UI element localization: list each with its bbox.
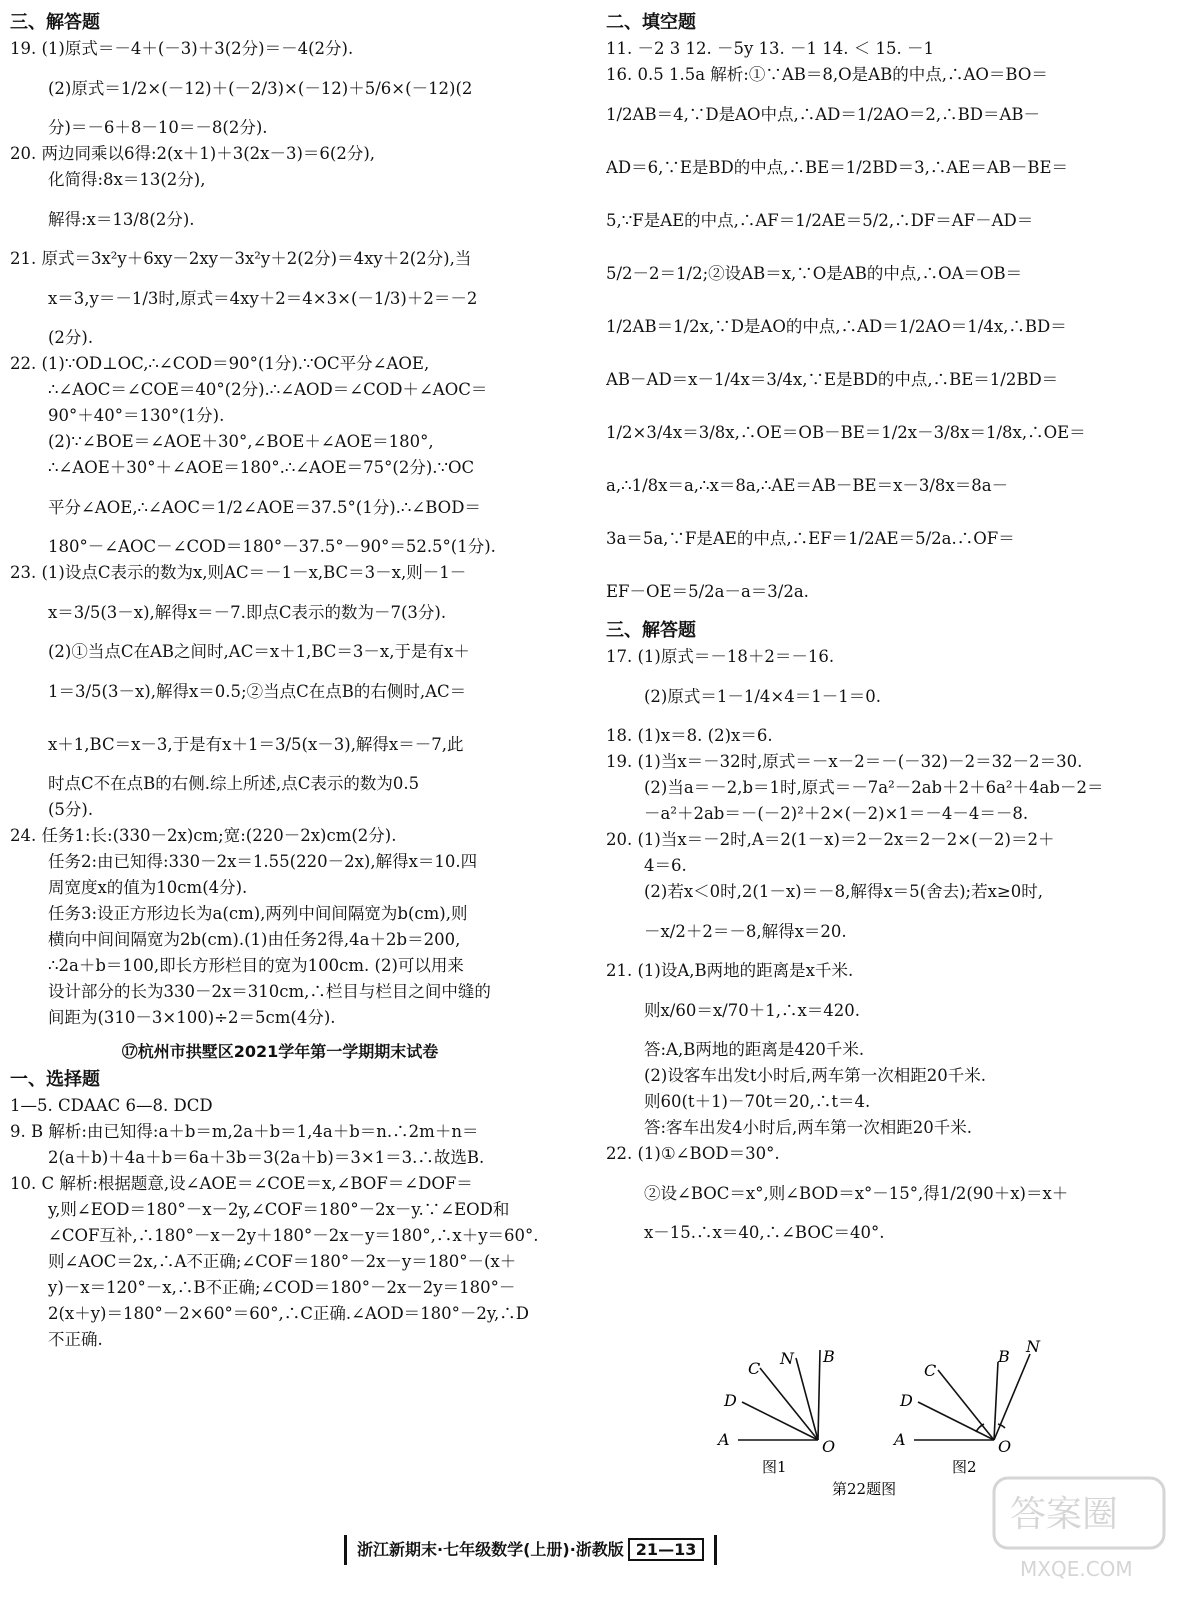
footer-book-title: 浙江新期末·七年级数学(上册)·浙教版 [357, 1540, 624, 1559]
svg-text:MXQE.COM: MXQE.COM [1020, 1557, 1133, 1581]
fig1-label-d: D [724, 1391, 737, 1410]
text-line: (2)当a＝－2,b＝1时,原式＝－7a²－2ab＋2＋6a²＋4ab－2＝ [644, 778, 1104, 797]
fig2-label-a: A [894, 1430, 906, 1449]
text-line: 1/2AB＝4,∵D是AO中点,∴AD＝1/2AO＝2,∴BD＝AB－ [606, 105, 1041, 124]
text-line: ∴∠AOE＋30°＋∠AOE＝180°.∴∠AOE＝75°(2分).∵OC [48, 458, 475, 477]
text-line: 9. B 解析:由已知得:a＋b＝m,2a＋b＝1,4a＋b＝n.∴2m＋n＝ [10, 1122, 479, 1141]
text-line: 19. (1)当x＝－32时,原式＝－x－2＝－(－32)－2＝32－2＝30. [606, 752, 1083, 771]
text-line: 不正确. [48, 1330, 103, 1349]
text-line: 1—5. CDAAC 6—8. DCD [10, 1096, 213, 1115]
text-line: 20. 两边同乘以6得:2(x＋1)＋3(2x－3)＝6(2分), [10, 144, 376, 163]
text-line: ∴∠AOC＝∠COE＝40°(2分).∴∠AOD＝∠COD＋∠AOC＝ [48, 380, 488, 399]
right-column [606, 10, 1156, 1246]
paper-title: ⑰杭州市拱墅区2021学年第一学期期末试卷 [121, 1042, 439, 1061]
text-line: 2(x＋y)＝180°－2×60°＝60°,∴C正确.∠AOD＝180°－2y,∴D [48, 1304, 530, 1323]
text-line: 化简得:8x＝13(2分), [48, 170, 206, 189]
left-column [10, 10, 550, 1353]
text-line: 平分∠AOE,∴∠AOC＝1/2∠AOE＝37.5°(1分).∴∠BOD＝ [48, 498, 481, 517]
text-line: －a²＋2ab＝－(－2)²＋2×(－2)×1＝－4－4＝－8. [644, 804, 1029, 823]
text-line: 22. (1)①∠BOD＝30°. [606, 1144, 780, 1163]
text-line: 4＝6. [644, 856, 687, 875]
fig2-caption: 图2 [952, 1458, 977, 1476]
text-line: 19. (1)原式＝－4＋(－3)＋3(2分)＝－4(2分). [10, 39, 354, 58]
text-line: －x/2＋2＝－8,解得x＝20. [644, 922, 847, 941]
text-line: 1＝3/5(3－x),解得x＝0.5;②当点C在点B的右侧时,AC＝ [48, 682, 467, 701]
text-line: (2分). [48, 328, 94, 347]
text-line: 5,∵F是AE的中点,∴AF＝1/2AE＝5/2,∴DF＝AF－AD＝ [606, 211, 1034, 230]
text-line: AD＝6,∵E是BD的中点,∴BE＝1/2BD＝3,∴AE＝AB－BE＝ [606, 158, 1069, 177]
text-line: ②设∠BOC＝x°,则∠BOD＝x°－15°,得1/2(90＋x)＝x＋ [644, 1184, 1069, 1203]
fig1-caption: 图1 [762, 1458, 787, 1476]
text-line: 5/2－2＝1/2;②设AB＝x,∵O是AB的中点,∴OA＝OB＝ [606, 264, 1023, 283]
text-line: EF－OE＝5/2a－a＝3/2a. [606, 582, 809, 601]
svg-text:答案圈: 答案圈 [1010, 1494, 1119, 1535]
section-title-fill: 二、填空题 [606, 12, 696, 33]
fig1-ray-on [796, 1358, 818, 1440]
text-line: ∠COF互补,∴180°－x－2y＋180°－2x－y＝180°,∴x＋y＝60°. [48, 1226, 539, 1245]
text-line: 90°＋40°＝130°(1分). [48, 406, 225, 425]
text-line: 180°－∠AOC－∠COD＝180°－37.5°－90°＝52.5°(1分). [48, 537, 496, 556]
text-line: 周宽度x的值为10cm(4分). [48, 878, 248, 897]
left-choice-lines [10, 1093, 550, 1353]
text-line: AB－AD＝x－1/4x＝3/4x,∵E是BD的中点,∴BE＝1/2BD＝ [606, 370, 1059, 389]
text-line: 任务3:设正方形边长为a(cm),两列中间间隔宽为b(cm),则 [48, 904, 468, 923]
text-line: 设计部分的长为330－2x＝310cm,∴栏目与栏目之间中缝的 [48, 982, 491, 1001]
text-line: (2)若x＜0时,2(1－x)＝－8,解得x＝5(舍去);若x≥0时, [644, 882, 1043, 901]
watermark-logo [990, 1470, 1170, 1590]
text-line: 22. (1)∵OD⊥OC,∴∠COD＝90°(1分).∵OC平分∠AOE, [10, 354, 430, 373]
fig2-label-b: B [998, 1347, 1010, 1366]
figure-caption: 第22题图 [832, 1480, 897, 1498]
text-line: 分)＝－6＋8－10＝－8(2分). [48, 118, 268, 137]
text-line: 1/2AB＝1/2x,∵D是AO的中点,∴AD＝1/2AO＝1/4x,∴BD＝ [606, 317, 1067, 336]
text-line: (5分). [48, 800, 94, 819]
fig2-label-o: O [998, 1437, 1012, 1456]
fig1-ray-od [742, 1402, 818, 1440]
text-line: y)－x＝120°－x,∴B不正确;∠COD＝180°－2x－2y＝180°－ [48, 1278, 516, 1297]
text-line: 21. 原式＝3x²y＋6xy－2xy－3x²y＋2(2分)＝4xy＋2(2分),当 [10, 249, 472, 268]
text-line: 1/2×3/4x＝3/8x,∴OE＝OB－BE＝1/2x－3/8x＝1/8x,∴OE＝ [606, 423, 1086, 442]
text-line: 21. (1)设A,B两地的距离是x千米. [606, 961, 854, 980]
fig1-ray-ob [818, 1350, 820, 1440]
figure-2-labels [892, 1340, 1041, 1476]
text-line: x＝3/5(3－x),解得x＝－7.即点C表示的数为－7(3分). [48, 603, 447, 622]
text-line: x＋1,BC＝x－3,于是有x＋1＝3/5(x－3),解得x＝－7,此 [48, 735, 464, 754]
page-footer [344, 1535, 717, 1565]
text-line: 16. 0.5 1.5a 解析:①∵AB＝8,O是AB的中点,∴AO＝BO＝ [606, 65, 1048, 84]
text-line: 24. 任务1:长:(330－2x)cm;宽:(220－2x)cm(2分). [10, 826, 397, 845]
fig2-angle-arc-1 [976, 1424, 984, 1432]
text-line: 2(a＋b)＋4a＋b＝6a＋3b＝3(2a＋b)＝3×1＝3.∴故选B. [48, 1148, 485, 1167]
footer-page-number: 21—13 [628, 1538, 705, 1561]
text-line: (2)原式＝1/2×(－12)＋(－2/3)×(－12)＋5/6×(－12)(2 [48, 79, 473, 98]
fig1-label-n: N [780, 1349, 794, 1368]
watermark-logo-icon [990, 1470, 1170, 1590]
fig2-label-d: D [900, 1391, 913, 1410]
section-title-answers-2: 三、解答题 [606, 620, 696, 641]
text-line: 横向中间间隔宽为2b(cm).(1)由任务2得,4a＋2b＝200, [48, 930, 461, 949]
text-line: 时点C不在点B的右侧.综上所述,点C表示的数为0.5 [48, 774, 420, 793]
text-line: ∴2a＋b＝100,即长方形栏目的宽为100cm. (2)可以用来 [48, 956, 464, 975]
text-line: 答:客车出发4小时后,两车第一次相距20千米. [644, 1118, 973, 1137]
left-answer-lines [10, 36, 550, 1031]
text-line: (2)∵∠BOE＝∠AOE＋30°,∠BOE＋∠AOE＝180°, [48, 432, 434, 451]
text-line: 解得:x＝13/8(2分). [48, 210, 195, 229]
fig2-ray-od [918, 1402, 994, 1440]
text-line: 则x/60＝x/70＋1,∴x＝420. [644, 1001, 861, 1020]
fig1-ray-oc [760, 1368, 818, 1440]
figure-1-labels [716, 1347, 835, 1476]
text-line: 答:A,B两地的距离是420千米. [644, 1040, 865, 1059]
fig1-label-o: O [822, 1437, 836, 1456]
fig2-label-n: N [1026, 1340, 1040, 1356]
fig1-label-c: C [748, 1359, 761, 1378]
fig2-ray-oc [938, 1370, 994, 1440]
text-line: 23. (1)设点C表示的数为x,则AC＝－1－x,BC＝3－x,则－1－ [10, 563, 467, 582]
fig1-label-a: A [718, 1430, 730, 1449]
right-fill-lines [606, 36, 1156, 618]
text-line: 18. (1)x＝8. (2)x＝6. [606, 726, 773, 745]
text-line: y,则∠EOD＝180°－x－2y,∠COF＝180°－2x－y.∵∠EOD和 [48, 1200, 510, 1219]
text-line: (2)①当点C在AB之间时,AC＝x＋1,BC＝3－x,于是有x＋ [48, 642, 470, 661]
text-line: 11. －2 3 12. －5y 13. －1 14. ＜ 15. －1 [606, 39, 934, 58]
fig1-label-b: B [823, 1347, 835, 1366]
text-line: 3a＝5a,∵F是AE的中点,∴EF＝1/2AE＝5/2a.∴OF＝ [606, 529, 1015, 548]
text-line: 则60(t＋1)－70t＝20,∴t＝4. [644, 1092, 871, 1111]
text-line: 17. (1)原式＝－18＋2＝－16. [606, 647, 835, 666]
fig2-label-c: C [924, 1361, 937, 1380]
right-answer-lines [606, 644, 1156, 1246]
text-line: (2)设客车出发t小时后,两车第一次相距20千米. [644, 1066, 986, 1085]
text-line: 任务2:由已知得:330－2x＝1.55(220－2x),解得x＝10.四 [48, 852, 478, 871]
section-title-choice: 一、选择题 [10, 1069, 100, 1090]
fig2-ray-ob [994, 1362, 998, 1440]
text-line: x＝3,y＝－1/3时,原式＝4xy＋2＝4×3×(－1/3)＋2＝－2 [48, 289, 478, 308]
text-line: 10. C 解析:根据题意,设∠AOE＝∠COE＝x,∠BOF＝∠DOF＝ [10, 1174, 473, 1193]
text-line: 间距为(310－3×100)÷2＝5cm(4分). [48, 1008, 336, 1027]
text-line: 20. (1)当x＝－2时,A＝2(1－x)＝2－2x＝2－2×(－2)＝2＋ [606, 830, 1055, 849]
fig2-ray-on [994, 1354, 1030, 1440]
text-line: (2)原式＝1－1/4×4＝1－1＝0. [644, 687, 881, 706]
text-line: a,∴1/8x＝a,∴x＝8a,∴AE＝AB－BE＝x－3/8x＝8a－ [606, 476, 1009, 495]
section-title-answers: 三、解答题 [10, 12, 100, 33]
text-line: 则∠AOC＝2x,∴A不正确;∠COF＝180°－2x－y＝180°－(x＋ [48, 1252, 517, 1271]
text-line: x－15.∴x＝40,∴∠BOC＝40°. [644, 1223, 885, 1242]
